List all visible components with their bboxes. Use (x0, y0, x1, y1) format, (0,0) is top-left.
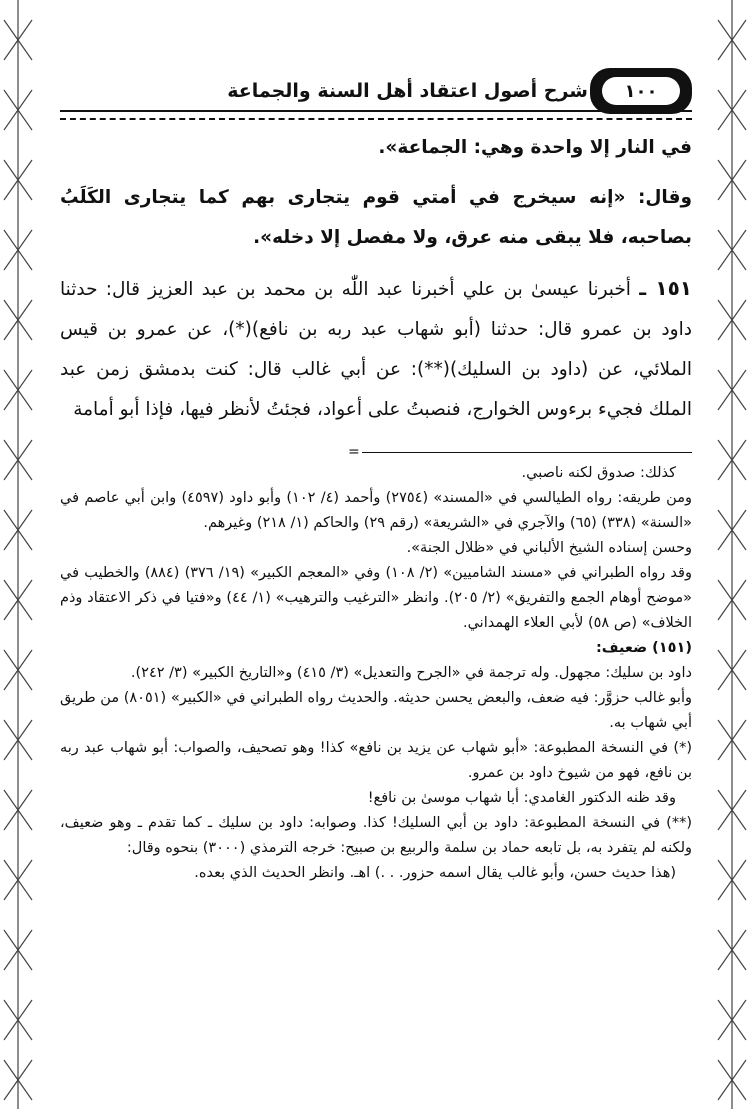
page-header (60, 60, 692, 114)
footnote-divider (348, 444, 692, 460)
decorative-border-right (714, 0, 750, 1109)
footnote-note-continuation: وقد ظنه الدكتور الغامدي: أبا شهاب موسىٰ بن نافع! (367, 790, 676, 806)
page-number-badge (590, 68, 692, 114)
footnote-line: وأبو غالب حزوَّر: فيه ضعف، والبعض يحسن حديثه. والحديث رواه الطبراني في «الكبير» (٨٠٥١) من طريق أبي شهاب به. (60, 690, 692, 731)
running-title: شرح أصول اعتقاد أهل السنة والجماعة (227, 80, 588, 102)
text-paragraph: وقال: «إنه سيخرج في أمتي قوم يتجارى بهم كما يتجارى الكَلَبُ بصاحبه، فلا يبقى منه عرق، ولا مفصل إلا دخله». (60, 187, 692, 248)
text-line: في النار إلا واحدة وهي: الجماعة». (378, 137, 692, 158)
hadith-paragraph (60, 268, 692, 430)
hadith-text: أخبرنا عيسىٰ بن علي أخبرنا عبد اللّٰه بن محمد بن عبد العزيز قال: حدثنا داود بن عمرو قال: حدثنا (أبو شهاب عبد ربه بن نافع)(*)، عن عمرو بن قيس الملائي، عن (داود بن السليك)(**): عن أبي غالب قال: كنت بدمشق زمن عبد الملك فجيء برءوس الخوارج، فنصبتُ على أعواد، فجئتُ لأنظر فيها، فإذا أبو أمامة (60, 279, 692, 420)
footnote-note-continuation: (هذا حديث حسن، وأبو غالب يقال اسمه حزور. . .) اهـ. وانظر الحديث الذي بعده. (194, 865, 676, 881)
footnote-line: كذلك: صدوق لكنه ناصبي. (521, 465, 676, 481)
page-number: ١٠٠ (602, 77, 680, 105)
hadith-number: ١٥١ ـ (639, 276, 692, 300)
footnote-line: وقد رواه الطبراني في «مسند الشاميين» (٢/ ١٠٨) وفي «المعجم الكبير» (١٩/ ٣٧٦) (٨٨٤) والخطيب في «موضح أوهام الجمع والتفريق» (٢/ ٢٠٥). وانظر «الترغيب والترهيب» (١/ ٤٤) و«فتيا في ذكر الاعتقاد وذم الخلاف» (ص ٥٨) لأبي العلاء الهمداني. (60, 565, 693, 631)
footnote-line: داود بن سليك: مجهول. وله ترجمة في «الجرح والتعديل» (٣/ ٤١٥) و«التاريخ الكبير» (٣/ ٢٤٢). (130, 665, 692, 681)
main-text (60, 128, 692, 430)
footnotes (60, 461, 692, 886)
continuation-mark: = (348, 444, 360, 460)
footnote-note: (*) في النسخة المطبوعة: «أبو شهاب عن يزيد بن نافع» كذا! وهو تصحيف، والصواب: أبو شهاب عبد ربه بن نافع، فهو من شيوخ داود بن عمرو. (60, 740, 692, 781)
header-rule (60, 110, 692, 120)
footnote-note: (**) في النسخة المطبوعة: داود بن أبي السليك! كذا. وصوابه: داود بن سليك ـ كما تقدم ـ وهو ضعيف، ولكنه لم يتفرد به، بل تابعه حماد بن سلمة والربيع بن صبيح: خرجه الترمذي (٣٠٠٠) بنحوه وقال: (60, 815, 692, 856)
footnote-line: ومن طريقه: رواه الطيالسي في «المسند» (٢٧٥٤) وأحمد (٤/ ١٠٢) وأبو داود (٤٥٩٧) وابن أبي عاصم في «السنة» (٣٣٨) (٦٥) والآجري في «الشريعة» (رقم ٢٩) والحاكم (١/ ٢١٨) وغيرهم. (60, 490, 692, 531)
weak-heading: (١٥١) ضعيف: (595, 640, 692, 656)
footnote-line: وحسن إسناده الشيخ الألباني في «ظلال الجنة». (406, 540, 692, 556)
decorative-border-left (0, 0, 36, 1109)
page (60, 60, 692, 886)
